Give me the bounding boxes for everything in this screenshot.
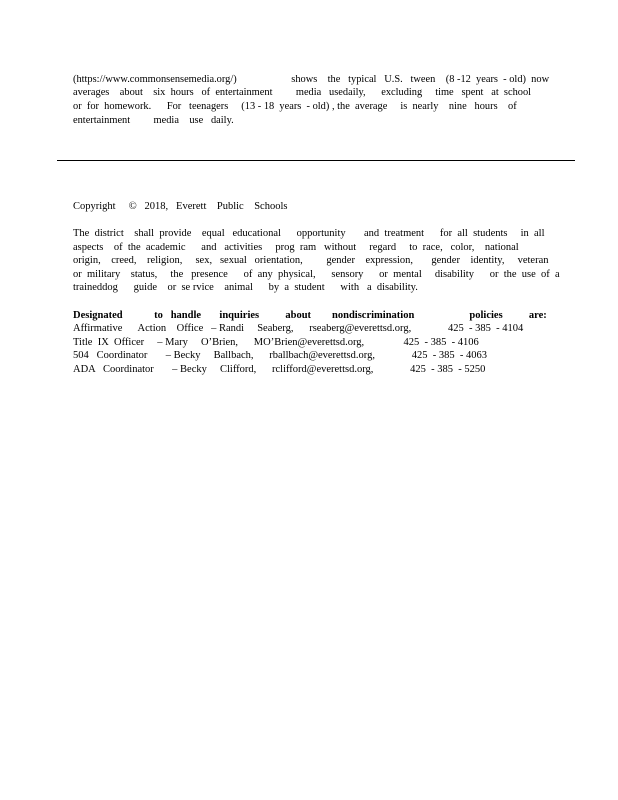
policy-line: origin, creed, religion, sex, sexual orientation, gender expression, gender identity, veteran	[73, 255, 549, 266]
contact-line: ADA Coordinator – Becky Clifford, rclifford@everettsd.org, 425 - 385 - 5250	[73, 364, 486, 375]
policy-line: or military status, the presence of any physical, sensory or mental disability or the use of a	[73, 269, 560, 280]
policy-line: The district shall provide equal educational opportunity and treatment for all students in all	[73, 228, 545, 239]
policy-line: traineddog guide or se rvice animal by a student with a disability.	[73, 282, 418, 293]
intro-line: (https://www.commonsensemedia.org/) shows the typical U.S. tween (8 -12 years - old) now	[73, 74, 550, 85]
policy-line: aspects of the academic and activities prog ram without regard to race, color, national	[73, 242, 519, 253]
contact-line: Title IX Officer – Mary O’Brien, MO’Brien@everettsd.org, 425 - 385 - 4106	[73, 337, 479, 348]
contact-line: 504 Coordinator – Becky Ballbach, rballbach@everettsd.org, 425 - 385 - 4063	[73, 350, 487, 361]
horizontal-divider	[57, 160, 575, 161]
intro-line: averages about six hours of entertainment media usedaily, excluding time spent at school	[73, 87, 532, 98]
intro-line: or for homework. For teenagers (13 - 18 years - old) , the average is nearly nine hours of	[73, 101, 517, 112]
intro-line: entertainment media use daily.	[73, 115, 234, 126]
copyright-notice: Copyright © 2018, Everett Public Schools	[73, 201, 288, 212]
designated-heading: Designated to handle inquiries about nondiscrimination policies are:	[73, 310, 547, 321]
contact-line: Affirmative Action Office – Randi Seaberg, rseaberg@everettsd.org, 425 - 385 - 4104	[73, 323, 524, 334]
